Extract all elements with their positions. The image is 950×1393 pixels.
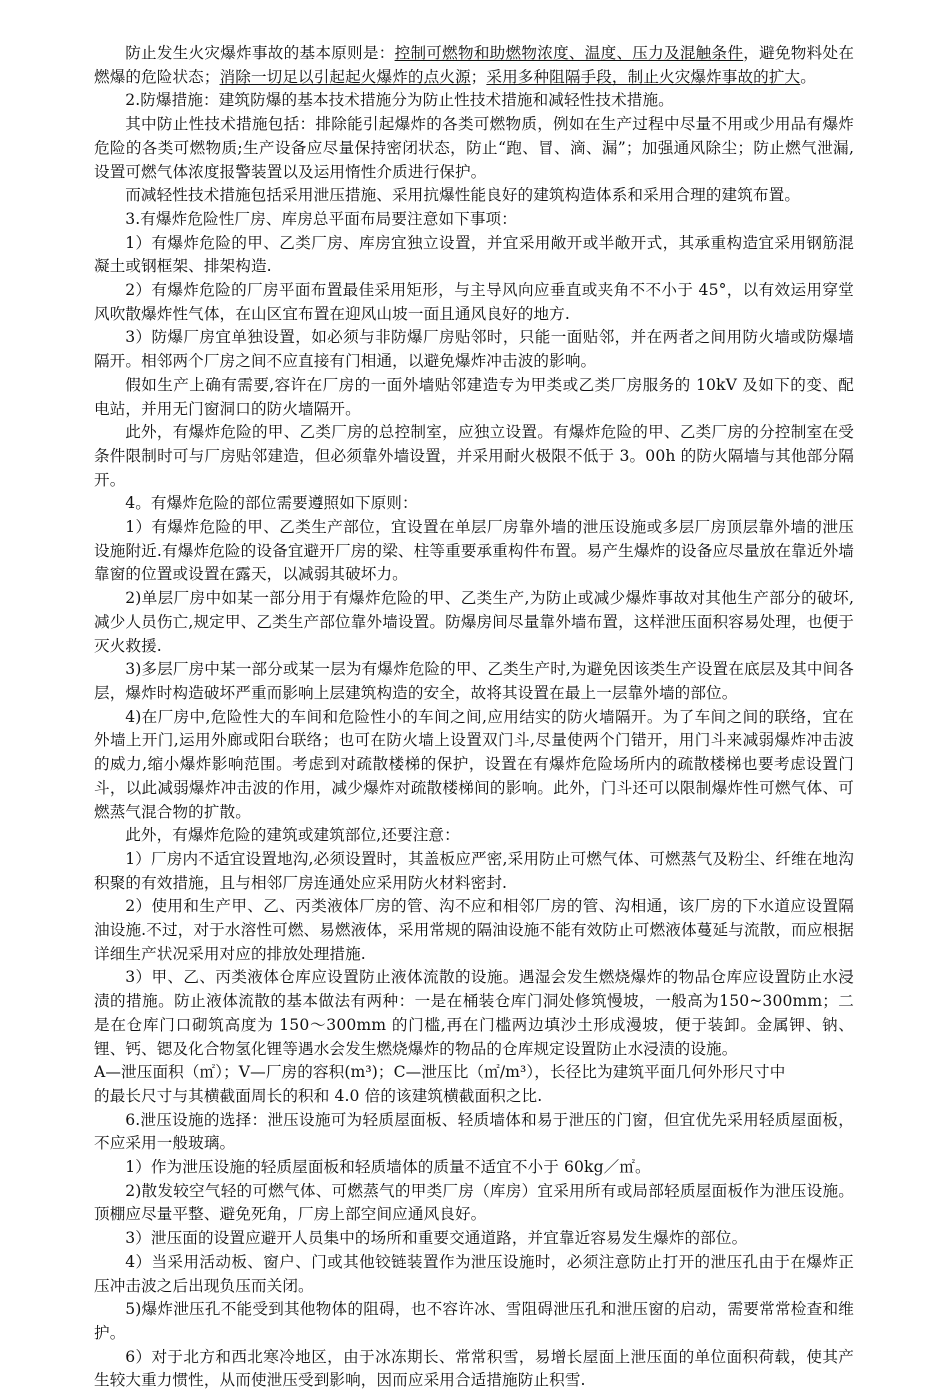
paragraph: 此外，有爆炸危险的甲、乙类厂房的总控制室，应独立设置。有爆炸危险的甲、乙类厂房的分控制室在受条件限制时可与厂房贴邻建造，但必须靠外墙设置，并采用耐火极限不低于 3。00h 的防火隔墙与其他部分隔开。 xyxy=(94,423,854,489)
paragraph: 2)散发较空气轻的可燃气体、可燃蒸气的甲类厂房（库房）宜采用所有或局部轻质屋面板作为泄压设施。顶棚应尽量平整、避免死角，厂房上部空间应通风良好。 xyxy=(94,1181,854,1224)
paragraph: 4。有爆炸危险的部位需要遵照如下原则： xyxy=(125,494,418,513)
paragraph: 5)爆炸泄压孔不能受到其他物体的阻碍，也不容许冰、雪阻碍泄压孔和泄压窗的启动，需要常常检查和维护。 xyxy=(94,1300,854,1342)
text-segment: ，避免物料处在燃爆的危险状态； xyxy=(94,44,855,86)
paragraph: 假如生产上确有需要,容许在厂房的一面外墙贴邻建造专为甲类或乙类厂房服务的 10kV 及如下的变、配电站，并用无门窗洞口的防火墙隔开。 xyxy=(94,375,854,418)
paragraph: 1）厂房内不适宜设置地沟,必须设置时，其盖板应严密,采用防止可燃气体、可燃蒸气及粉尘、纤维在地沟积聚的有效措施，且与相邻厂房连通处应采用防火材料密封. xyxy=(94,849,854,892)
paragraph: 1）作为泄压设施的轻质屋面板和轻质墙体的质量不适宜不小于 60kg／㎡。 xyxy=(125,1158,651,1177)
paragraph: 3)多层厂房中某一部分或某一层为有爆炸危险的甲、乙类生产时,为避免因该类生产设置在底层及其中间各层，爆炸时构造破坏严重而影响上层建筑构造的安全，故将其设置在最上一层靠外墙的部位。 xyxy=(94,660,854,702)
paragraph: 1）有爆炸危险的甲、乙类生产部位，宜设置在单层厂房靠外墙的泄压设施或多层厂房顶层靠外墙的泄压设施附近.有爆炸危险的设备宜避开厂房的梁、柱等重要承重构件布置。易产生爆炸的设备应尽量放在靠近外墙靠窗的位置或设置在露天，以减弱其破坏力。 xyxy=(94,518,854,584)
paragraph: 3.有爆炸危险性厂房、库房总平面布局要注意如下事项： xyxy=(125,209,517,228)
underlined-principle-3: 采用多种阻隔手段，制止火灾爆炸事故的扩大 xyxy=(486,67,801,86)
paragraph: 此外，有爆炸危险的建筑或建筑部位,还要注意： xyxy=(125,826,460,845)
paragraph: 1）有爆炸危险的甲、乙类厂房、库房宜独立设置，并宜采用敞开或半敞开式，其承重构造宜采用钢筋混凝土或钢框架、排架构造. xyxy=(94,233,854,276)
formula-legend-continuation: 的最长尺寸与其横截面周长的积和 4.0 倍的该建筑横截面积之比. xyxy=(94,1086,543,1105)
formula-legend-line: A—泄压面积（㎡）；V—厂房的容积(m³)；C—泄压比（㎡/m³），长径比为建筑平面几何外形尺寸中 xyxy=(94,1063,786,1082)
paragraph: 2）有爆炸危险的厂房平面布置最佳采用矩形，与主导风向应垂直或夹角不不小于 45°，以有效运用穿堂风吹散爆炸性气体，在山区宜布置在迎风山坡一面且通风良好的地方. xyxy=(94,281,854,323)
paragraph: 2）使用和生产甲、乙、丙类液体厂房的管、沟不应和相邻厂房的管、沟相通，该厂房的下水道应设置隔油设施.不过，对于水溶性可燃、易燃液体，采用常规的隔油设施不能有效防止可燃液体蔓延与流散，而应根据详细生产状况采用对应的排放处理措施. xyxy=(94,897,854,963)
text-segment: 防止发生火灾爆炸事故的基本原则是： xyxy=(125,44,395,62)
document-body xyxy=(94,42,854,1393)
paragraph: 3）泄压面的设置应避开人员集中的场所和重要交通道路，并宜靠近容易发生爆炸的部位。 xyxy=(125,1229,748,1248)
paragraph: 而减轻性技术措施包括采用泄压措施、采用抗爆性能良好的建筑构造体系和采用合理的建筑布置。 xyxy=(125,186,801,205)
paragraph: 3）甲、乙、丙类液体仓库应设置防止液体流散的设施。遇湿会发生燃烧爆炸的物品仓库应设置防止水浸渍的措施。防止液体流散的基本做法有两种：一是在桶装仓库门洞处修筑慢坡，一般高为150~300mm；二是在仓库门口砌筑高度为 150～300mm 的门槛,再在门槛两边填沙土形成漫坡，便于装卸。金属钾、钠、锂、钙、锶及化合物氢化锂等遇水会发生燃烧爆炸的物品的仓库规定设置防止水浸渍的设施。 xyxy=(94,968,854,1058)
underlined-principle-1: 控制可燃物和助燃物浓度、温度、压力及混触条件 xyxy=(394,44,744,62)
text-segment: ； xyxy=(470,67,487,86)
underlined-principle-2: 消除一切足以引起起火爆炸的点火源 xyxy=(219,67,471,86)
paragraph: 6.泄压设施的选择：泄压设施可为轻质屋面板、轻质墙体和易于泄压的门窗，但宜优先采用轻质屋面板，不应采用一般玻璃。 xyxy=(94,1110,854,1153)
paragraph: 4）当采用活动板、窗户、门或其他铰链装置作为泄压设施时，必须注意防止打开的泄压孔由于在爆炸正压冲击波之后出现负压而关闭。 xyxy=(94,1252,854,1295)
paragraph-basic-principles xyxy=(94,42,854,89)
paragraph: 6）对于北方和西北寒冷地区，由于冰冻期长、常常积雪，易增长屋面上泄压面的单位面积荷载，使其产生较大重力惯性，从而使泄压受到影响，因而应采用合适措施防止积雪. xyxy=(94,1347,854,1390)
text-segment: 。 xyxy=(800,67,816,86)
paragraph: 4)在厂房中,危险性大的车间和危险性小的车间之间,应用结实的防火墙隔开。为了车间之间的联络，宜在外墙上开门,运用外廊或阳台联络；也可在防火墙上设置双门斗,尽量使两个门错开，用门斗来减弱爆炸冲击波的威力,缩小爆炸影响范围。考虑到对疏散楼梯的保护，设置在有爆炸危险场所内的疏散楼梯也要考虑设置门斗，以此减弱爆炸冲击波的作用，减少爆炸对疏散楼梯间的影响。此外，门斗还可以限制爆炸性可燃气体、可燃蒸气混合物的扩散。 xyxy=(94,707,854,821)
paragraph: 其中防止性技术措施包括：排除能引起爆炸的各类可燃物质，例如在生产过程中尽量不用或少用品有爆炸危险的各类可燃物质;生产设备应尽量保持密闭状态，防止“跑、冒、滴、漏”；加强通风除尘；防止燃气泄漏,设置可燃气体浓度报警装置以及运用惰性介质进行保护。 xyxy=(94,115,854,181)
paragraph: 3）防爆厂房宜单独设置，如必须与非防爆厂房贴邻时，只能一面贴邻，并在两者之间用防火墙或防爆墙隔开。相邻两个厂房之间不应直接有门相通，以避免爆炸冲击波的影响。 xyxy=(94,328,854,371)
paragraph: 2)单层厂房中如某一部分用于有爆炸危险的甲、乙类生产,为防止或减少爆炸事故对其他生产部分的破坏,减少人员伤亡,规定甲、乙类生产部位靠外墙设置。防爆房间尽量靠外墙布置，这样泄压面积容易处理，也便于灭火救援. xyxy=(94,589,854,655)
paragraph: 2.防爆措施：建筑防爆的基本技术措施分为防止性技术措施和减轻性技术措施。 xyxy=(125,91,674,110)
